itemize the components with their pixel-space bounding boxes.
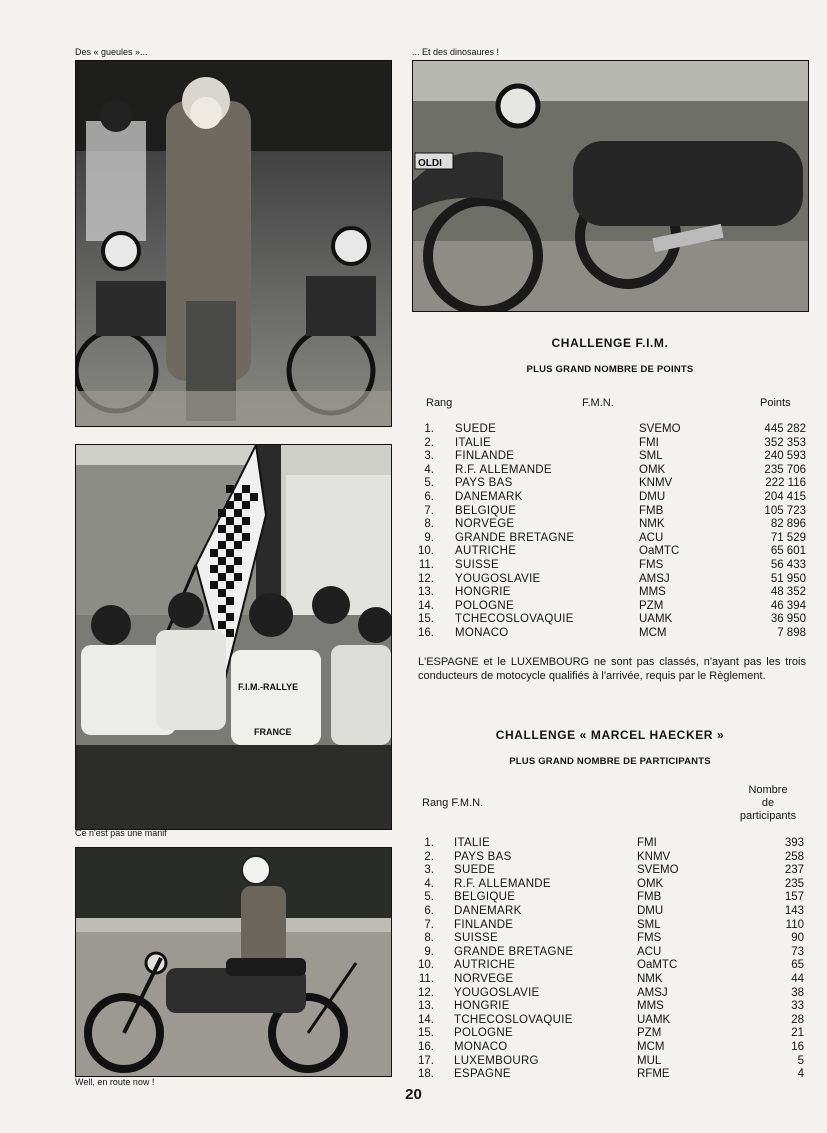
value-cell: 21 [791, 1027, 804, 1040]
fmn-cell: OMK [639, 463, 666, 476]
country-cell: BELGIQUE [455, 504, 517, 517]
table-row [412, 878, 808, 892]
value-cell: 33 [791, 1000, 804, 1013]
fmn-cell: AMSJ [637, 986, 668, 999]
country-cell: SUEDE [455, 423, 497, 435]
rank-cell: 2. [424, 850, 434, 863]
rank-cell: 11. [418, 558, 434, 571]
country-cell: BELGIQUE [454, 891, 516, 904]
fmn-cell: PZM [637, 1027, 662, 1040]
table-row [412, 586, 808, 600]
fmn-cell: FMI [637, 837, 657, 849]
country-cell: POLOGNE [454, 1027, 513, 1040]
value-cell: 16 [791, 1040, 804, 1053]
value-cell: 7 898 [777, 626, 806, 639]
value-cell: 445 282 [764, 423, 806, 435]
table-row [412, 1027, 808, 1041]
fmn-cell: ACU [637, 945, 662, 958]
table-row [412, 932, 808, 946]
country-cell: SUEDE [454, 864, 496, 877]
table-row [412, 477, 808, 491]
country-cell: POLOGNE [455, 599, 514, 612]
value-cell: 235 706 [764, 463, 806, 476]
country-cell: GRANDE BRETAGNE [455, 531, 575, 544]
value-cell: 90 [791, 932, 804, 945]
table-row [412, 423, 808, 437]
fmn-cell: FMS [639, 558, 664, 571]
country-cell: ITALIE [455, 436, 492, 449]
rank-cell: 9. [424, 945, 434, 958]
table-row [412, 518, 808, 532]
table-row [412, 1068, 808, 1082]
value-cell: 237 [784, 864, 804, 877]
table-row [412, 864, 808, 878]
country-cell: MONACO [455, 626, 509, 639]
fmn-cell: OaMTC [637, 959, 678, 972]
country-cell: SUISSE [454, 932, 498, 945]
rank-cell: 17. [418, 1054, 434, 1067]
photo-rider-on-motorcycle [75, 847, 392, 1077]
table-row [412, 505, 808, 519]
table-row [412, 491, 808, 505]
value-cell: 143 [784, 904, 804, 917]
value-cell: 235 [784, 877, 804, 890]
challenge-haecker-title: CHALLENGE « MARCEL HAECKER » [495, 728, 725, 742]
table-row [412, 919, 808, 933]
value-cell: 73 [791, 945, 804, 958]
country-cell: PAYS BAS [454, 850, 512, 863]
fmn-cell: OaMTC [639, 545, 680, 558]
fim-header-fmn: F.M.N. [582, 397, 614, 409]
rank-cell: 10. [418, 545, 434, 558]
rank-cell: 9. [424, 531, 434, 544]
value-cell: 110 [785, 918, 804, 931]
fmn-cell: SVEMO [639, 423, 681, 435]
rank-cell: 10. [418, 959, 434, 972]
fmn-cell: FMS [637, 932, 662, 945]
value-cell: 258 [784, 850, 804, 863]
country-cell: R.F. ALLEMANDE [455, 463, 552, 476]
shirt-france-text: FRANCE [254, 727, 292, 737]
country-cell: NORVEGE [455, 518, 515, 531]
fim-header-rank: Rang [426, 397, 453, 409]
country-cell: ITALIE [454, 837, 491, 849]
fmn-cell: DMU [639, 490, 666, 503]
value-cell: 28 [791, 1013, 804, 1026]
value-cell: 157 [784, 891, 804, 904]
value-cell: 240 593 [764, 450, 806, 463]
value-cell: 56 433 [770, 558, 806, 571]
value-cell: 46 394 [770, 599, 806, 612]
table-row [412, 1055, 808, 1069]
country-cell: HONGRIE [455, 586, 511, 599]
rank-cell: 7. [424, 504, 434, 517]
table-row [412, 573, 808, 587]
fim-header-points: Points [760, 397, 791, 409]
rank-cell: 8. [424, 932, 434, 945]
rank-cell: 18. [418, 1068, 434, 1081]
fmn-cell: DMU [637, 904, 664, 917]
value-cell: 36 950 [770, 613, 806, 626]
rank-cell: 13. [418, 586, 434, 599]
table-row [412, 959, 808, 973]
photo-bearded-man-motorcycles [75, 60, 392, 427]
table-row [412, 559, 808, 573]
country-cell: R.F. ALLEMANDE [454, 877, 551, 890]
country-cell: YOUGOSLAVIE [454, 986, 540, 999]
rank-cell: 14. [418, 1013, 434, 1026]
table-row [412, 532, 808, 546]
country-cell: NORVEGE [454, 972, 514, 985]
fmn-cell: ACU [639, 531, 664, 544]
value-cell: 204 415 [764, 490, 806, 503]
challenge-fim-title: CHALLENGE F.I.M. [551, 336, 669, 350]
table-row [412, 837, 808, 851]
country-cell: DANEMARK [454, 904, 522, 917]
fmn-cell: UAMK [639, 613, 673, 626]
value-cell: 105 723 [764, 504, 806, 517]
rank-cell: 2. [424, 436, 434, 449]
fmn-cell: SML [639, 450, 663, 463]
fmn-cell: MUL [637, 1054, 662, 1067]
fim-points-table [412, 423, 808, 641]
table-row [412, 450, 808, 464]
value-cell: 65 [791, 959, 804, 972]
rank-cell: 5. [424, 891, 434, 904]
photo-caption-manif: Ce n'est pas une manif [75, 828, 167, 838]
table-row [412, 851, 808, 865]
table-row [412, 627, 808, 641]
rank-cell: 1. [424, 837, 434, 849]
country-cell: FINLANDE [455, 450, 515, 463]
fmn-cell: NMK [639, 518, 665, 531]
haecker-header-line1: Nombre [748, 784, 788, 796]
table-row [412, 946, 808, 960]
rank-cell: 14. [418, 599, 434, 612]
rank-cell: 13. [418, 1000, 434, 1013]
rank-cell: 4. [424, 463, 434, 476]
rank-cell: 16. [418, 626, 434, 639]
country-cell: LUXEMBOURG [454, 1054, 539, 1067]
country-cell: YOUGOSLAVIE [455, 572, 541, 585]
value-cell: 65 601 [770, 545, 806, 558]
haecker-header-line2: de [761, 797, 775, 809]
fmn-cell: FMI [639, 436, 659, 449]
fmn-cell: SVEMO [637, 864, 679, 877]
value-cell: 5 [797, 1054, 804, 1067]
shirt-rallye-text: F.I.M.-RALLYE [238, 682, 299, 692]
fmn-cell: KNMV [637, 850, 671, 863]
table-row [412, 613, 808, 627]
fmn-cell: PZM [639, 599, 664, 612]
value-cell: 44 [791, 972, 804, 985]
table-row [412, 1000, 808, 1014]
fmn-cell: MCM [639, 626, 667, 639]
value-cell: 71 529 [770, 531, 806, 544]
value-cell: 82 896 [770, 518, 806, 531]
rank-cell: 4. [424, 877, 434, 890]
country-cell: PAYS BAS [455, 477, 513, 490]
value-cell: 48 352 [770, 586, 806, 599]
fmn-cell: UAMK [637, 1013, 671, 1026]
haecker-header-line3: participants [739, 810, 797, 822]
photo-caption-en-route: Well, en route now ! [75, 1077, 155, 1087]
fmn-cell: FMB [639, 504, 664, 517]
haecker-header-participants [730, 784, 806, 823]
page-number: 20 [405, 1086, 422, 1103]
fmn-cell: NMK [637, 972, 663, 985]
fmn-cell: KNMV [639, 477, 673, 490]
country-cell: SUISSE [455, 558, 499, 571]
country-cell: AUTRICHE [454, 959, 516, 972]
challenge-haecker-subtitle: PLUS GRAND NOMBRE DE PARTICIPANTS [509, 756, 711, 767]
sidecar-badge-text: OLDI [418, 158, 442, 169]
fmn-cell: MMS [637, 1000, 664, 1013]
country-cell: TCHECOSLOVAQUIE [454, 1013, 573, 1026]
fmn-cell: MMS [639, 586, 666, 599]
fmn-cell: FMB [637, 891, 662, 904]
haecker-participants-table [412, 837, 808, 1082]
photo-caption-dinosaures: ... Et des dinosaures ! [412, 47, 500, 57]
fim-classification-note: L'ESPAGNE et le LUXEMBOURG ne sont pas classés, n'ayant pas les trois conducteurs de motocycle qualifiés à l'arrivée, requis par le Règlement. [418, 656, 806, 682]
country-cell: ESPAGNE [454, 1068, 511, 1081]
fmn-cell: RFME [637, 1068, 670, 1081]
table-row [412, 973, 808, 987]
value-cell: 38 [791, 986, 804, 999]
table-row [412, 600, 808, 614]
table-row [412, 905, 808, 919]
country-cell: DANEMARK [455, 490, 523, 503]
table-row [412, 545, 808, 559]
value-cell: 4 [797, 1068, 804, 1081]
value-cell: 352 353 [764, 436, 806, 449]
country-cell: GRANDE BRETAGNE [454, 945, 574, 958]
fmn-cell: OMK [637, 877, 664, 890]
rank-cell: 7. [424, 918, 434, 931]
rank-cell: 5. [424, 477, 434, 490]
fmn-cell: MCM [637, 1040, 665, 1053]
table-row [412, 464, 808, 478]
country-cell: AUTRICHE [455, 545, 517, 558]
table-row [412, 1014, 808, 1028]
country-cell: HONGRIE [454, 1000, 510, 1013]
table-row [412, 1041, 808, 1055]
rank-cell: 3. [424, 864, 434, 877]
rank-cell: 6. [424, 904, 434, 917]
country-cell: TCHECOSLOVAQUIE [455, 613, 574, 626]
challenge-fim-subtitle: PLUS GRAND NOMBRE DE POINTS [526, 364, 694, 375]
photo-caption-gueules: Des « gueules »... [75, 47, 148, 57]
rank-cell: 12. [418, 572, 434, 585]
country-cell: MONACO [454, 1040, 508, 1053]
haecker-header-rank-fmn: Rang F.M.N. [422, 797, 484, 809]
table-row [412, 437, 808, 451]
fmn-cell: SML [637, 918, 661, 931]
rank-cell: 1. [424, 423, 434, 435]
value-cell: 222 116 [765, 477, 806, 490]
rank-cell: 8. [424, 518, 434, 531]
value-cell: 393 [784, 837, 804, 849]
value-cell: 51 950 [770, 572, 806, 585]
rank-cell: 15. [418, 1027, 434, 1040]
rank-cell: 6. [424, 490, 434, 503]
rank-cell: 12. [418, 986, 434, 999]
country-cell: FINLANDE [454, 918, 514, 931]
rank-cell: 11. [418, 972, 434, 985]
rank-cell: 3. [424, 450, 434, 463]
rank-cell: 15. [418, 613, 434, 626]
fmn-cell: AMSJ [639, 572, 670, 585]
rank-cell: 16. [418, 1040, 434, 1053]
table-row [412, 987, 808, 1001]
table-row [412, 891, 808, 905]
photo-crowd-checkered-flag [75, 444, 392, 830]
photo-vintage-sidecar [412, 60, 809, 312]
